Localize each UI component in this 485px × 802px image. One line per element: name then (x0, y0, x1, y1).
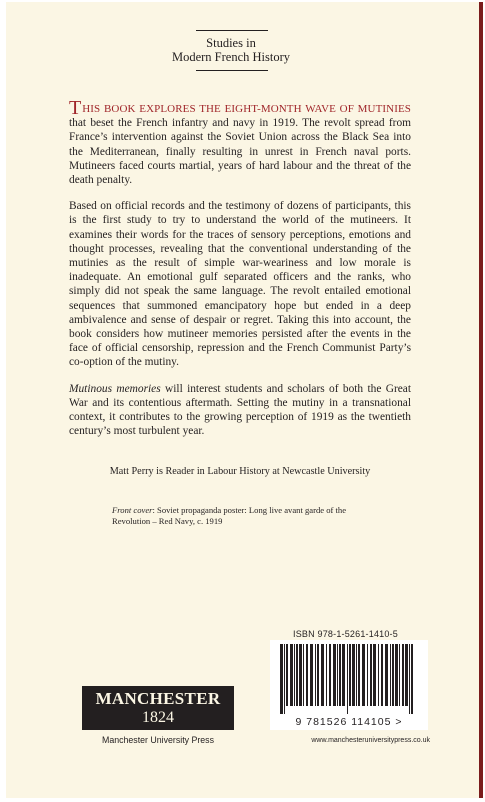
drop-cap: T (69, 97, 82, 119)
publisher-logo (82, 686, 234, 730)
barcode-bar (317, 644, 319, 706)
series-rule-top (196, 30, 268, 31)
barcode-bar (339, 644, 341, 706)
paragraph-1-text: that beset the French infantry and navy in 1919. The revolt spread from France’s intervention against the Soviet Union across the Black Sea into the Mediterranean, finally resulting in unrest in French naval ports. Mutineers faced courts martial, years of hard labour and the threat of the death penalty. (69, 117, 411, 187)
cover-credit-label: Front cover (112, 505, 153, 515)
barcode-bar (294, 644, 295, 706)
barcode-bar (299, 644, 302, 706)
barcode-bar (296, 644, 298, 706)
blurb-paragraph-3 (69, 382, 411, 439)
barcode-bar (381, 644, 383, 706)
barcode-bar (395, 644, 398, 706)
barcode-bar (315, 644, 316, 706)
barcode-bar (356, 644, 357, 706)
barcode-bar (326, 644, 327, 706)
author-note: Matt Perry is Reader in Labour History at Newcastle University (109, 466, 371, 477)
barcode-bar (390, 644, 391, 706)
series-rule-bottom (196, 70, 268, 71)
barcode-bar (352, 644, 355, 706)
barcode-bar (405, 644, 408, 706)
barcode-bar (286, 644, 288, 706)
barcode-bar (290, 644, 293, 706)
series-title (156, 36, 306, 64)
publisher-website: www.manchesteruniversitypress.co.uk (311, 737, 430, 744)
barcode-bar (362, 644, 365, 706)
isbn-label: ISBN 978-1-5261-1410-5 (293, 629, 398, 639)
logo-line-1: MANCHESTER (95, 689, 221, 708)
blurb-paragraph-1 (69, 97, 411, 187)
barcode-bar (333, 644, 336, 706)
barcode-bar (409, 644, 410, 714)
barcode-digits: 9 781526 114105 > (295, 716, 403, 728)
barcode-bar (347, 644, 348, 714)
barcode-bar (303, 644, 304, 706)
barcode-bar (370, 644, 372, 706)
barcode-bar (378, 644, 379, 706)
barcode-bar (342, 644, 345, 706)
barcode-bar (280, 644, 283, 714)
barcode-bar (337, 644, 338, 706)
barcode-bar (402, 644, 404, 706)
paragraph-3-text: will interest students and scholars of both the Great War and its contentious aftermath. Setting the mutiny in a transnational context, it contributes to the growing perception of 1919 as the twentieth century’s most turbulent year. (69, 382, 412, 438)
barcode-bar (358, 644, 360, 706)
barcode-bar (321, 644, 324, 706)
barcode-bar (392, 644, 394, 706)
barcode-bar (329, 644, 331, 706)
barcode-bar (349, 644, 351, 706)
publisher-name: Manchester University Press (102, 735, 214, 745)
book-title-italic: Mutinous memories (69, 382, 161, 395)
series-line-2: Modern French History (171, 50, 291, 64)
barcode-bar (306, 644, 308, 706)
blurb-paragraph-2: Based on official records and the testimony of dozens of participants, this is the first study to try to understand the world of the mutineers. It examines their words for the traces of sensory perceptions, emotions and thought processes, revealing that the conventional understanding of the mutinies as the result of simple war-weariness and low morale is inadequate. An emotional gulf separated officers and the ranks, who simply did not speak the same language. The revolt entailed emotional sequences that summoned emancipatory hope but ended in a deep ambivalence and sense of despair or regret. Taking this into account, the book considers how mutineer memories persisted after the events in the face of official censorship, repression and the French Communist Party’s co-option of the mutiny. (69, 200, 411, 369)
back-cover (6, 2, 483, 798)
logo-line-2: 1824 (142, 709, 174, 726)
barcode-bar (284, 644, 285, 714)
cover-credit (112, 505, 372, 527)
cover-credit-text: : Soviet propaganda poster: Long live avant garde of the Revolution – Red Navy, c. 1919 (112, 505, 347, 526)
blurb (69, 97, 412, 450)
barcode-icon (276, 644, 422, 714)
lead-caps: HIS BOOK EXPLORES THE EIGHT-MONTH WAVE OF MUTINIES (82, 103, 411, 115)
barcode-bar (411, 644, 413, 714)
barcode-bar (367, 644, 368, 706)
barcode-bar (399, 644, 400, 706)
barcode-bar (310, 644, 313, 706)
barcode-bar (373, 644, 376, 706)
barcode-bar (385, 644, 388, 706)
series-line-1: Studies in (206, 36, 256, 50)
barcode (270, 640, 428, 730)
